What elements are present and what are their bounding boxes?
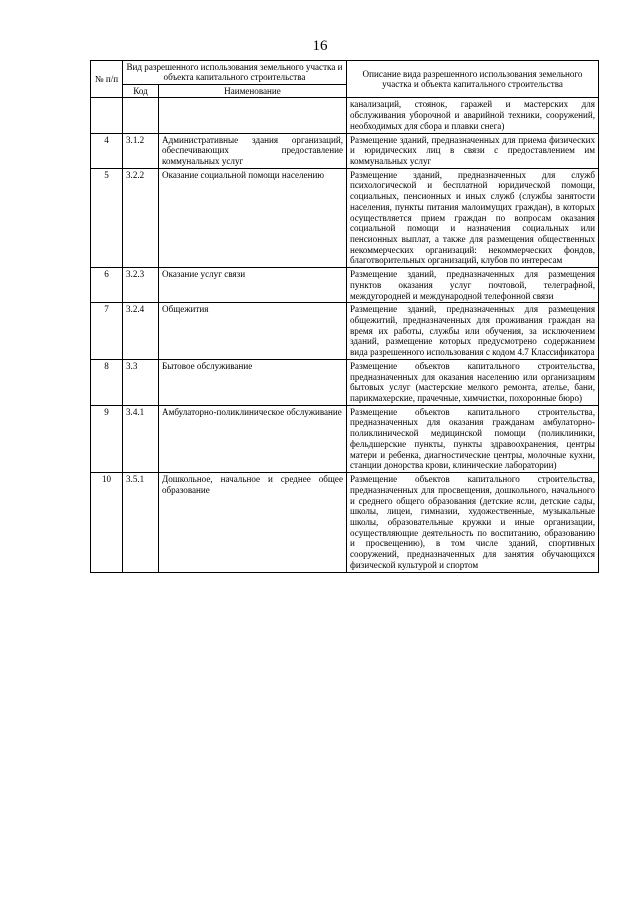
table-row xyxy=(91,473,599,572)
row-name: Амбулаторно-поликлиническое обслуживание xyxy=(159,405,347,472)
row-number: 5 xyxy=(91,168,123,267)
header-description: Описание вида разрешенного использования земельного участка и объекта капитального строительства xyxy=(347,61,599,98)
land-use-table xyxy=(90,60,599,573)
row-number: 7 xyxy=(91,303,123,360)
row-description: Размещение объектов капитального строительства, предназначенных для оказания населению или организациям бытовых услуг (мастерские мелкого ремонта, ателье, бани, парикмахерские, прачечные, химчистки, похоронные бюро) xyxy=(347,359,599,405)
row-code: 3.4.1 xyxy=(123,405,159,472)
row-code: 3.2.2 xyxy=(123,168,159,267)
row-name: Дошкольное, начальное и среднее общее образование xyxy=(159,473,347,572)
row-description: Размещение объектов капитального строительства, предназначенных для оказания гражданам амбулаторно-поликлинической медицинской помощи (поликлиники, фельдшерские пункты, пункты здравоохранения, центры матери и ребенка, диагностические центры, молочные кухни, станции донорства крови, клинические лаборатории) xyxy=(347,405,599,472)
row-number: 9 xyxy=(91,405,123,472)
row-code: 3.2.3 xyxy=(123,268,159,303)
table-row xyxy=(91,98,599,133)
page-number: 16 xyxy=(312,38,328,54)
row-number: 4 xyxy=(91,133,123,168)
row-name xyxy=(159,98,347,133)
row-description: Размещение зданий, предназначенных для размещения пунктов оказания услуг почтовой, телеграфной, междугородней и международной телефонной связи xyxy=(347,268,599,303)
header-name: Наименование xyxy=(159,84,347,97)
row-code: 3.2.4 xyxy=(123,303,159,360)
row-code: 3.1.2 xyxy=(123,133,159,168)
row-name: Оказание услуг связи xyxy=(159,268,347,303)
row-code: 3.3 xyxy=(123,359,159,405)
row-name: Бытовое обслуживание xyxy=(159,359,347,405)
header-group: Вид разрешенного использования земельного участка и объекта капитального строительства xyxy=(123,61,347,85)
row-number: 8 xyxy=(91,359,123,405)
row-description: Размещение зданий, предназначенных для служб психологической и бесплатной юридической помощи, социальных, пенсионных и иных служб (службы занятости населения, пункты питания малоимущих граждан), в которых осуществляется прием граждан по вопросам оказания социальной помощи и назначения социальных или пенсионных выплат, а также для размещения общественных некоммерческих организаций: некоммерческих фондов, благотворительных организаций, клубов по интересам xyxy=(347,168,599,267)
table-row xyxy=(91,359,599,405)
table-row xyxy=(91,303,599,360)
row-description: Размещение объектов капитального строительства, предназначенных для просвещения, дошкольного, начального и среднего общего образования (детские ясли, детские сады, школы, лицеи, гимназии, художественные, музыкальные школы, образовательные кружки и иные организации, осуществляющие деятельность по воспитанию, образованию и просвещению), в том числе зданий, спортивных сооружений, предназначенных для занятия обучающихся физической культурой и спортом xyxy=(347,473,599,572)
row-number: 10 xyxy=(91,473,123,572)
row-description: канализаций, стоянок, гаражей и мастерских для обслуживания уборочной и аварийной техники, сооружений, необходимых для сбора и плавки снега) xyxy=(347,98,599,133)
row-name: Оказание социальной помощи населению xyxy=(159,168,347,267)
table-row xyxy=(91,133,599,168)
table-row xyxy=(91,168,599,267)
row-number: 6 xyxy=(91,268,123,303)
header-code: Код xyxy=(123,84,159,97)
row-description: Размещение зданий, предназначенных для приема физических и юридических лиц в связи с предоставлением им коммунальных услуг xyxy=(347,133,599,168)
header-number: № п/п xyxy=(91,61,123,98)
row-name: Административные здания организаций, обеспечивающих предоставление коммунальных услуг xyxy=(159,133,347,168)
row-description: Размещение зданий, предназначенных для размещения общежитий, предназначенных для проживания граждан на время их работы, службы или обучения, за исключением зданий, размещение которых предусмотрено содержанием вида разрешенного использования с кодом 4.7 Классификатора xyxy=(347,303,599,360)
table-row xyxy=(91,405,599,472)
row-number xyxy=(91,98,123,133)
row-code xyxy=(123,98,159,133)
row-code: 3.5.1 xyxy=(123,473,159,572)
row-name: Общежития xyxy=(159,303,347,360)
table-row xyxy=(91,268,599,303)
